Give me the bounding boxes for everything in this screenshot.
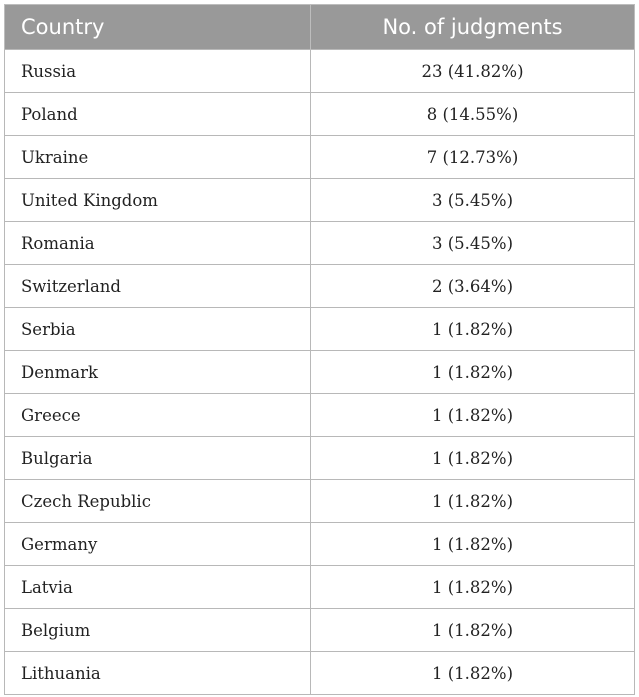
- cell-judgments: 8 (14.55%): [311, 93, 635, 136]
- cell-country: Ukraine: [5, 136, 311, 179]
- table-row: [5, 93, 635, 136]
- judgments-by-country-table: [4, 4, 635, 695]
- table-row: [5, 480, 635, 523]
- cell-country: Germany: [5, 523, 311, 566]
- table-row: [5, 652, 635, 695]
- table-row: [5, 523, 635, 566]
- cell-country: Romania: [5, 222, 311, 265]
- table-row: [5, 437, 635, 480]
- table-row: [5, 308, 635, 351]
- cell-country: United Kingdom: [5, 179, 311, 222]
- cell-judgments: 1 (1.82%): [311, 308, 635, 351]
- column-header-judgments: No. of judgments: [311, 5, 635, 50]
- cell-country: Belgium: [5, 609, 311, 652]
- table-row: [5, 394, 635, 437]
- table-row: [5, 136, 635, 179]
- cell-country: Russia: [5, 50, 311, 93]
- cell-country: Switzerland: [5, 265, 311, 308]
- judgments-table-container: [4, 4, 634, 695]
- cell-country: Poland: [5, 93, 311, 136]
- cell-judgments: 1 (1.82%): [311, 652, 635, 695]
- cell-country: Lithuania: [5, 652, 311, 695]
- cell-judgments: 1 (1.82%): [311, 480, 635, 523]
- cell-judgments: 1 (1.82%): [311, 523, 635, 566]
- table-row: [5, 566, 635, 609]
- cell-country: Serbia: [5, 308, 311, 351]
- table-row: [5, 50, 635, 93]
- cell-judgments: 7 (12.73%): [311, 136, 635, 179]
- column-header-country: Country: [5, 5, 311, 50]
- cell-judgments: 1 (1.82%): [311, 609, 635, 652]
- cell-country: Denmark: [5, 351, 311, 394]
- cell-country: Greece: [5, 394, 311, 437]
- cell-judgments: 3 (5.45%): [311, 222, 635, 265]
- table-body: [5, 50, 635, 695]
- table-row: [5, 179, 635, 222]
- cell-judgments: 2 (3.64%): [311, 265, 635, 308]
- cell-judgments: 1 (1.82%): [311, 437, 635, 480]
- cell-judgments: 1 (1.82%): [311, 394, 635, 437]
- cell-country: Czech Republic: [5, 480, 311, 523]
- table-header: [5, 5, 635, 50]
- table-row: [5, 265, 635, 308]
- table-row: [5, 609, 635, 652]
- cell-country: Latvia: [5, 566, 311, 609]
- table-row: [5, 222, 635, 265]
- cell-judgments: 23 (41.82%): [311, 50, 635, 93]
- cell-judgments: 1 (1.82%): [311, 566, 635, 609]
- cell-country: Bulgaria: [5, 437, 311, 480]
- cell-judgments: 3 (5.45%): [311, 179, 635, 222]
- header-row: [5, 5, 635, 50]
- cell-judgments: 1 (1.82%): [311, 351, 635, 394]
- table-row: [5, 351, 635, 394]
